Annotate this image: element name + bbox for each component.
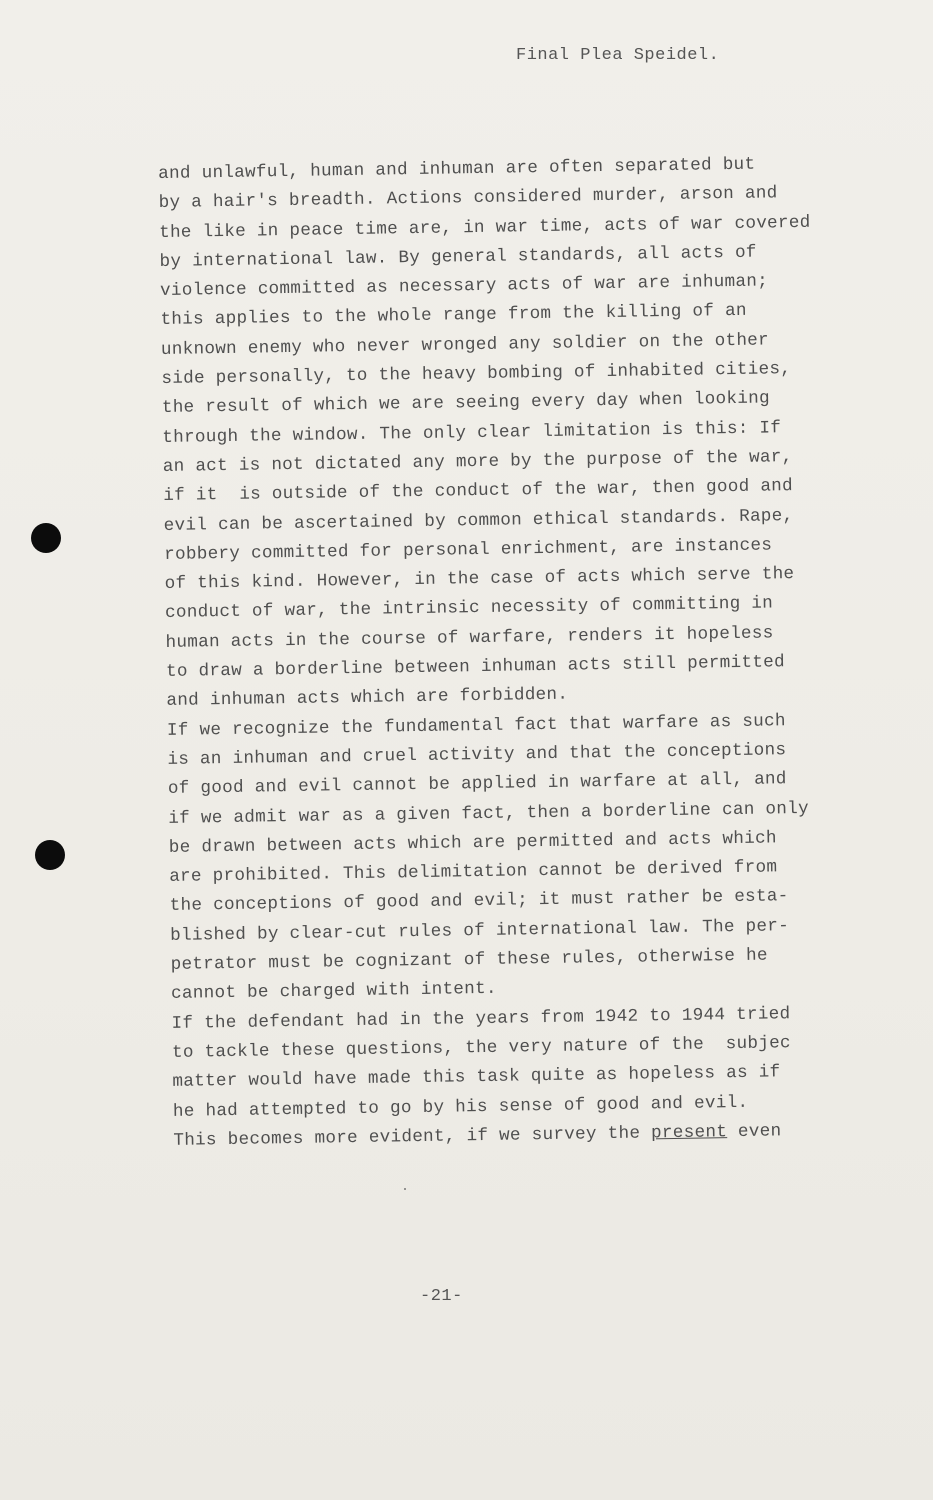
underlined-word: present <box>650 1121 728 1144</box>
text-line: evil can be ascertained by common ethical standards. Rape, <box>163 505 794 536</box>
text-line: unknown enemy who never wronged any soldier on the other <box>160 330 770 360</box>
text-line: petrator must be cognizant of these rules, otherwise he <box>170 945 768 975</box>
text-line: human acts in the course of warfare, renders it hopeless <box>165 623 774 653</box>
text-line: of this kind. However, in the case of acts which serve the <box>164 564 795 595</box>
text-line: matter would have made this task quite as hopeless as if <box>172 1062 781 1093</box>
text-line: If the defendant had in the years from 1942 to 1944 tried <box>171 1003 791 1034</box>
text-line: If we recognize the fundamental fact that warfare as such <box>166 710 786 741</box>
text-line: cannot be charged with intent. <box>170 979 497 1005</box>
text-line: the like in peace time are, in war time, acts of war covered <box>158 212 811 243</box>
text-line: violence committed as necessary acts of war are inhuman; <box>159 271 769 302</box>
text-line: be drawn between acts which are permitted and acts which <box>168 828 777 858</box>
text-line: side personally, to the heavy bombing of inhabited cities, <box>161 359 792 390</box>
punch-hole-top <box>31 523 61 553</box>
text-line: by a hair's breadth. Actions considered murder, arson and <box>158 183 778 214</box>
text-line: to draw a borderline between inhuman acts still permitted <box>165 652 786 682</box>
page-number: -21- <box>420 1287 463 1306</box>
punch-hole-bottom <box>35 840 65 870</box>
paper-speck <box>404 1188 406 1190</box>
text-line: the result of which we are seeing every day when looking <box>161 388 771 419</box>
text-line: this applies to the whole range from the killing of an <box>160 301 747 331</box>
text-line: and unlawful, human and inhuman are often separated but <box>158 154 756 184</box>
text-fragment: even <box>726 1121 782 1142</box>
page-header: Final Plea Speidel. <box>516 46 720 65</box>
text-line: is an inhuman and cruel activity and that the conceptions <box>167 740 787 770</box>
text-line: through the window. The only clear limitation is this: If <box>162 417 782 448</box>
text-line: if it is outside of the conduct of the war, then good and <box>163 476 794 507</box>
text-line: robbery committed for personal enrichment, are instances <box>164 535 773 565</box>
text-line: blished by clear-cut rules of international law. The per- <box>170 915 790 946</box>
text-line: by international law. By general standards, all acts of <box>159 242 757 272</box>
text-fragment: This becomes more evident, if we survey the <box>173 1123 652 1151</box>
text-line: are prohibited. This delimitation cannot be derived from <box>169 857 778 888</box>
text-line: the conceptions of good and evil; it must rather be esta- <box>169 886 789 917</box>
text-line: and inhuman acts which are forbidden. <box>166 684 569 712</box>
text-line: to tackle these questions, the very nature of the subjec <box>171 1033 792 1063</box>
text-line: an act is not dictated any more by the purpose of the war, <box>162 447 793 477</box>
text-line: of good and evil cannot be applied in warfare at all, and <box>167 769 787 800</box>
text-line: conduct of war, the intrinsic necessity of committing in <box>164 593 774 624</box>
text-line: if we admit war as a given fact, then a borderline can only <box>168 798 810 829</box>
body-text <box>158 149 884 1156</box>
text-line: he had attempted to go by his sense of good and evil. <box>172 1092 749 1122</box>
